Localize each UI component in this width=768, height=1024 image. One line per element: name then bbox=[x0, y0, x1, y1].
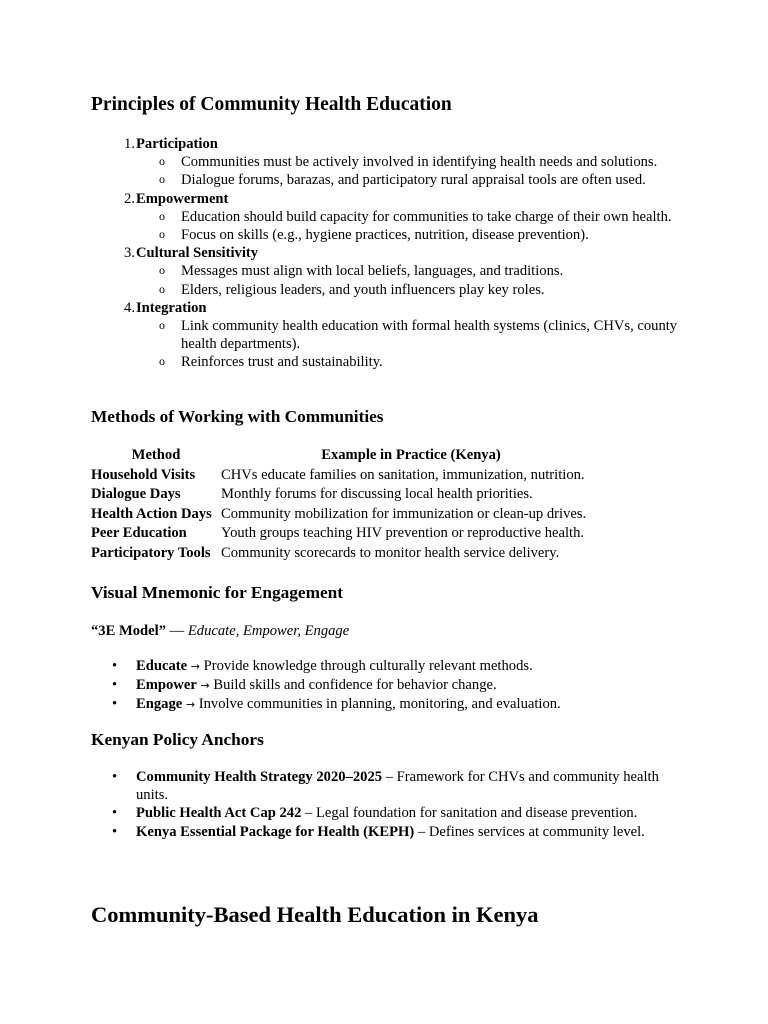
column-header-method: Method bbox=[131, 447, 181, 463]
principles-list bbox=[91, 135, 691, 372]
table-row bbox=[91, 505, 601, 525]
mnemonic-list bbox=[91, 657, 691, 715]
policy-heading: Kenyan Policy Anchors bbox=[91, 730, 264, 749]
principle-number: 3. bbox=[124, 245, 135, 262]
list-item bbox=[112, 676, 691, 695]
list-item bbox=[112, 804, 691, 822]
principles-heading: Principles of Community Health Education bbox=[91, 94, 452, 115]
policy-text: – Framework for CHVs and community health units. bbox=[136, 769, 659, 804]
principle-point bbox=[159, 226, 691, 244]
principle-point bbox=[159, 262, 691, 280]
policy-term: Kenya Essential Package for Health (KEPH) bbox=[136, 823, 415, 840]
principle-number: 1. bbox=[124, 136, 135, 152]
principle-item bbox=[91, 135, 691, 190]
list-item bbox=[112, 823, 691, 841]
mnemonic-text: Provide knowledge through culturally relevant methods. bbox=[203, 658, 533, 674]
policy-term: Community Health Strategy 2020–2025 bbox=[136, 769, 383, 785]
example-cell: CHVs educate families on sanitation, immunization, nutrition. bbox=[221, 466, 585, 483]
methods-heading: Methods of Working with Communities bbox=[91, 407, 384, 426]
policy-term: Public Health Act Cap 242 bbox=[136, 805, 302, 822]
bullet-marker: • bbox=[112, 677, 118, 694]
principle-title: Integration bbox=[136, 299, 207, 316]
principle-point bbox=[159, 208, 691, 226]
method-cell: Participatory Tools bbox=[91, 544, 211, 561]
list-item bbox=[112, 768, 691, 804]
arrow-right-icon: → bbox=[185, 698, 196, 712]
mnemonic-term: Educate bbox=[136, 658, 188, 674]
table-row bbox=[91, 466, 601, 486]
principle-number: 2. bbox=[124, 190, 135, 207]
bullet-marker: • bbox=[112, 769, 118, 785]
principle-point-text: Elders, religious leaders, and youth influencers play key roles. bbox=[181, 281, 545, 298]
table-row bbox=[91, 544, 601, 564]
mnemonic-heading: Visual Mnemonic for Engagement bbox=[91, 583, 344, 602]
principle-point-text: Communities must be actively involved in identifying health needs and solutions. bbox=[181, 154, 658, 171]
principle-item bbox=[91, 190, 691, 245]
model-words: Educate, Empower, Engage bbox=[187, 623, 350, 639]
list-item bbox=[112, 695, 691, 714]
mnemonic-text: Involve communities in planning, monitoring, and evaluation. bbox=[198, 696, 561, 713]
arrow-right-icon: → bbox=[190, 660, 200, 673]
model-dash: — bbox=[166, 623, 188, 639]
example-cell: Monthly forums for discussing local health priorities. bbox=[221, 486, 533, 503]
principle-item bbox=[91, 244, 691, 299]
principle-title: Empowerment bbox=[136, 190, 229, 207]
principle-number: 4. bbox=[124, 299, 135, 316]
principle-point-text: Education should build capacity for communities to take charge of their own health. bbox=[181, 208, 672, 225]
sub-marker: o bbox=[159, 154, 165, 169]
example-cell: Community scorecards to monitor health service delivery. bbox=[221, 544, 560, 561]
bullet-marker: • bbox=[112, 696, 118, 713]
principle-point bbox=[159, 171, 691, 189]
sub-marker: o bbox=[159, 354, 165, 369]
column-header-example: Example in Practice (Kenya) bbox=[321, 447, 501, 463]
policy-text: – Legal foundation for sanitation and disease prevention. bbox=[301, 805, 638, 822]
table-row bbox=[91, 524, 601, 544]
mnemonic-term: Empower bbox=[136, 677, 197, 694]
sub-marker: o bbox=[159, 263, 165, 278]
bullet-marker: • bbox=[112, 805, 118, 822]
sub-marker: o bbox=[159, 227, 165, 242]
principle-title: Participation bbox=[136, 136, 218, 152]
mnemonic-text: Build skills and confidence for behavior change. bbox=[213, 677, 497, 694]
principle-point bbox=[159, 353, 691, 371]
principle-point-text: Dialogue forums, barazas, and participatory rural appraisal tools are often used. bbox=[181, 172, 646, 189]
policy-list bbox=[91, 768, 691, 841]
list-item bbox=[112, 657, 691, 676]
model-name: “3E Model” bbox=[91, 623, 166, 639]
principle-point-text: Messages must align with local beliefs, languages, and traditions. bbox=[181, 263, 564, 280]
mnemonic-term: Engage bbox=[136, 696, 183, 713]
main-heading: Community-Based Health Education in Kenya bbox=[91, 902, 539, 927]
principle-item bbox=[91, 299, 691, 372]
arrow-right-icon: → bbox=[200, 679, 210, 693]
sub-marker: o bbox=[159, 208, 165, 223]
sub-marker: o bbox=[159, 281, 165, 296]
principle-title: Cultural Sensitivity bbox=[136, 245, 259, 262]
principle-point-text: Focus on skills (e.g., hygiene practices, nutrition, disease prevention). bbox=[181, 227, 589, 244]
principle-point bbox=[159, 317, 691, 353]
principle-point bbox=[159, 153, 691, 171]
principle-point bbox=[159, 281, 691, 299]
bullet-marker: • bbox=[112, 823, 118, 840]
method-cell: Health Action Days bbox=[91, 505, 212, 522]
model-line bbox=[91, 622, 349, 640]
table-header-row bbox=[91, 446, 601, 466]
principle-point-text: Reinforces trust and sustainability. bbox=[181, 354, 383, 371]
example-cell: Community mobilization for immunization or clean-up drives. bbox=[221, 505, 587, 522]
policy-text: – Defines services at community level. bbox=[414, 823, 645, 840]
method-cell: Household Visits bbox=[91, 466, 196, 483]
methods-table bbox=[91, 446, 601, 564]
example-cell: Youth groups teaching HIV prevention or reproductive health. bbox=[221, 525, 585, 542]
sub-marker: o bbox=[159, 172, 165, 187]
method-cell: Dialogue Days bbox=[91, 486, 181, 503]
sub-marker: o bbox=[159, 318, 165, 333]
table-row bbox=[91, 485, 601, 505]
bullet-marker: • bbox=[112, 658, 118, 674]
method-cell: Peer Education bbox=[91, 525, 187, 542]
principle-point-text: Link community health education with formal health systems (clinics, CHVs, county health departments). bbox=[181, 318, 678, 353]
